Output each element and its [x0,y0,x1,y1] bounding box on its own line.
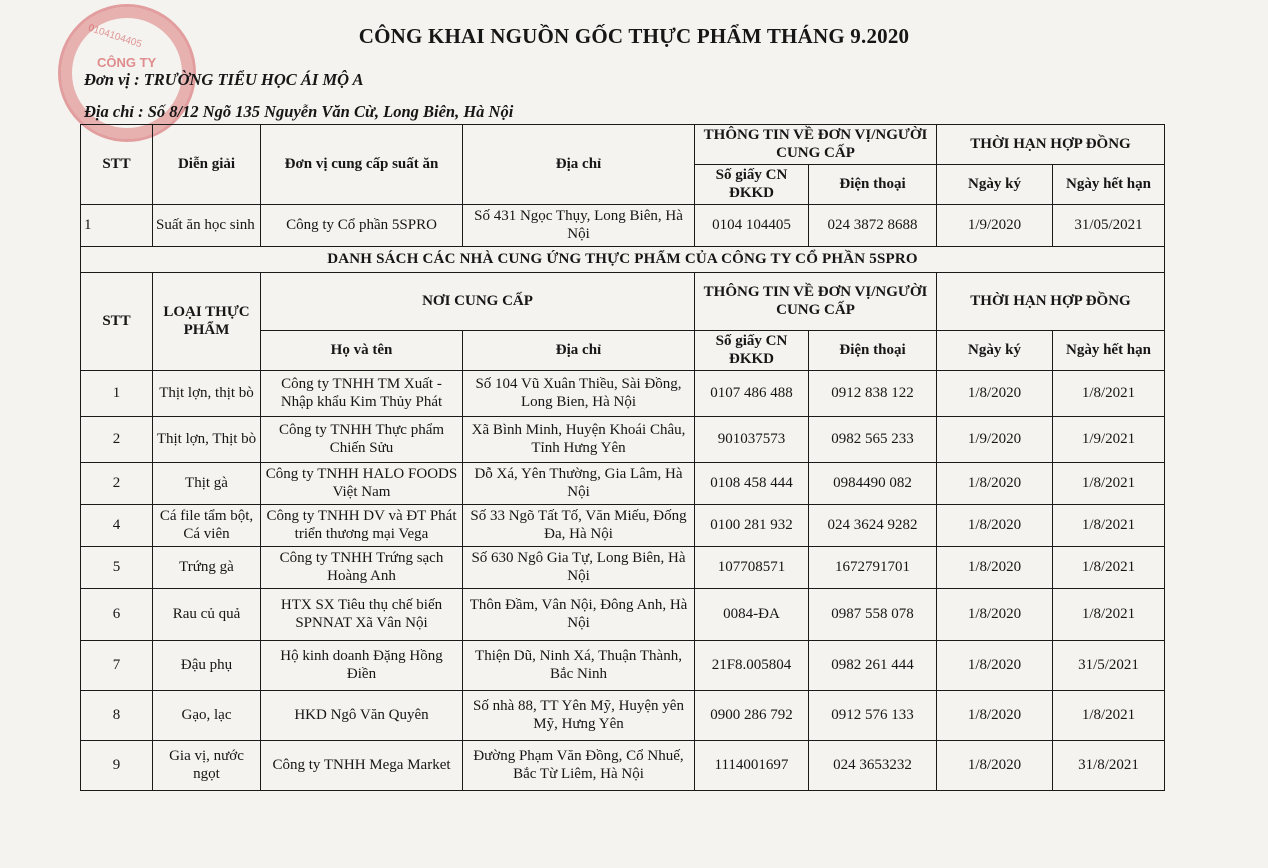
supplier-phone: 0987 558 078 [809,589,937,641]
supplier-name: Công ty TNHH DV và ĐT Phát triển thương mại Vega [261,505,463,547]
unit-line: Đơn vị : TRƯỜNG TIỂU HỌC ÁI MỘ A [84,70,364,89]
supplier-address: Dỗ Xá, Yên Thường, Gia Lâm, Hà Nội [463,463,695,505]
supplier-phone: 0984490 082 [809,463,937,505]
supplier-address: Thiện Dũ, Ninh Xá, Thuận Thành, Bắc Ninh [463,641,695,691]
header2-address: Địa chỉ [463,331,695,371]
supplier-license: 0084-ĐA [695,589,809,641]
supplier-sign-date: 1/8/2020 [937,505,1053,547]
supplier-stt: 6 [81,589,153,641]
header-phone: Điện thoại [809,165,937,205]
header2-sign-date: Ngày ký [937,331,1053,371]
supplier-phone: 0982 261 444 [809,641,937,691]
supplier-stt: 1 [81,371,153,417]
meal-address: Số 431 Ngọc Thụy, Long Biên, Hà Nội [463,205,695,247]
table-row [81,463,1165,505]
supplier-sign-date: 1/8/2020 [937,547,1053,589]
supplier-stt: 8 [81,691,153,741]
header-contract-group: THỜI HẠN HỢP ĐỒNG [937,125,1165,165]
supplier-address: Đường Phạm Văn Đồng, Cổ Nhuế, Bắc Từ Liêm, Hà Nội [463,741,695,791]
header-dien-giai: Diễn giải [153,125,261,205]
supplier-end-date: 1/8/2021 [1053,505,1165,547]
header2-source: NƠI CUNG CẤP [261,273,695,331]
supplier-name: Công ty TNHH Trứng sạch Hoàng Anh [261,547,463,589]
header-supplier: Đơn vị cung cấp suất ăn [261,125,463,205]
supplier-phone: 0982 565 233 [809,417,937,463]
supplier-sign-date: 1/8/2020 [937,463,1053,505]
supplier-stt: 5 [81,547,153,589]
supplier-name: HKD Ngô Văn Quyên [261,691,463,741]
supplier-sign-date: 1/8/2020 [937,641,1053,691]
supplier-license: 107708571 [695,547,809,589]
header2-contract-group: THỜI HẠN HỢP ĐỒNG [937,273,1165,331]
meal-sign-date: 1/9/2020 [937,205,1053,247]
supplier-end-date: 31/5/2021 [1053,641,1165,691]
supplier-name: Hộ kinh doanh Đặng Hồng Điền [261,641,463,691]
supplier-license: 0900 286 792 [695,691,809,741]
header2-name: Họ và tên [261,331,463,371]
table-row [81,691,1165,741]
supplier-address: Số 104 Vũ Xuân Thiều, Sài Đồng, Long Bien, Hà Nội [463,371,695,417]
address-line: Địa chỉ : Số 8/12 Ngõ 135 Nguyễn Văn Cừ, Long Biên, Hà Nội [84,102,514,121]
table-row [81,371,1165,417]
supplier-stt: 4 [81,505,153,547]
supplier-sign-date: 1/8/2020 [937,589,1053,641]
supplier-food: Thịt gà [153,463,261,505]
meal-desc: Suất ăn học sinh [153,205,261,247]
supplier-name: HTX SX Tiêu thụ chế biến SPNNAT Xã Vân Nội [261,589,463,641]
supplier-end-date: 1/8/2021 [1053,463,1165,505]
supplier-license: 0108 458 444 [695,463,809,505]
supplier-end-date: 31/8/2021 [1053,741,1165,791]
supplier-food: Thịt lợn, Thịt bò [153,417,261,463]
supplier-end-date: 1/8/2021 [1053,547,1165,589]
table-row [81,505,1165,547]
supplier-end-date: 1/8/2021 [1053,691,1165,741]
supplier-license: 0100 281 932 [695,505,809,547]
supplier-stt: 7 [81,641,153,691]
supplier-name: Công ty TNHH TM Xuất - Nhập khẩu Kim Thủy Phát [261,371,463,417]
stamp-number: 0104104405 [86,22,143,51]
supplier-license: 1114001697 [695,741,809,791]
header2-info-group: THÔNG TIN VỀ ĐƠN VỊ/NGƯỜI CUNG CẤP [695,273,937,331]
supplier-food: Cá file tẩm bột, Cá viên [153,505,261,547]
supplier-sign-date: 1/8/2020 [937,691,1053,741]
section-title: DANH SÁCH CÁC NHÀ CUNG ỨNG THỰC PHẨM CỦA CÔNG TY CỔ PHẦN 5SPRO [81,247,1165,273]
header-license: Số giấy CN ĐKKD [695,165,809,205]
supplier-sign-date: 1/8/2020 [937,371,1053,417]
header-info-group: THÔNG TIN VỀ ĐƠN VỊ/NGƯỜI CUNG CẤP [695,125,937,165]
supplier-phone: 0912 576 133 [809,691,937,741]
supplier-name: Công ty TNHH HALO FOODS Việt Nam [261,463,463,505]
supplier-license: 901037573 [695,417,809,463]
food-source-table [80,124,1165,791]
header2-end-date: Ngày hết hạn [1053,331,1165,371]
meal-supplier: Công ty Cổ phần 5SPRO [261,205,463,247]
header2-stt: STT [81,273,153,371]
supplier-name: Công ty TNHH Thực phẩm Chiến Sửu [261,417,463,463]
supplier-stt: 9 [81,741,153,791]
supplier-address: Số 33 Ngõ Tất Tố, Văn Miếu, Đống Đa, Hà Nội [463,505,695,547]
supplier-end-date: 1/8/2021 [1053,589,1165,641]
supplier-food: Trứng gà [153,547,261,589]
supplier-phone: 024 3653232 [809,741,937,791]
supplier-name: Công ty TNHH Mega Market [261,741,463,791]
supplier-end-date: 1/9/2021 [1053,417,1165,463]
meal-end-date: 31/05/2021 [1053,205,1165,247]
supplier-end-date: 1/8/2021 [1053,371,1165,417]
supplier-address: Thôn Đầm, Vân Nội, Đông Anh, Hà Nội [463,589,695,641]
supplier-stt: 2 [81,463,153,505]
supplier-sign-date: 1/9/2020 [937,417,1053,463]
meal-stt: 1 [81,205,153,247]
header-sign-date: Ngày ký [937,165,1053,205]
header-stt: STT [81,125,153,205]
header2-license: Số giấy CN ĐKKD [695,331,809,371]
supplier-address: Số nhà 88, TT Yên Mỹ, Huyện yên Mỹ, Hưng Yên [463,691,695,741]
meal-phone: 024 3872 8688 [809,205,937,247]
supplier-license: 0107 486 488 [695,371,809,417]
supplier-license: 21F8.005804 [695,641,809,691]
header2-food-type: LOẠI THỰC PHẨM [153,273,261,371]
supplier-stt: 2 [81,417,153,463]
supplier-food: Gạo, lạc [153,691,261,741]
supplier-phone: 0912 838 122 [809,371,937,417]
supplier-address: Số 630 Ngô Gia Tự, Long Biên, Hà Nội [463,547,695,589]
supplier-food: Gia vị, nước ngọt [153,741,261,791]
header2-phone: Điện thoại [809,331,937,371]
meal-license: 0104 104405 [695,205,809,247]
meal-row [81,205,1165,247]
table-row [81,741,1165,791]
stamp-company: CÔNG TY [97,55,157,70]
table-row [81,589,1165,641]
supplier-food: Rau củ quả [153,589,261,641]
supplier-address: Xã Bình Minh, Huyện Khoái Châu, Tỉnh Hưng Yên [463,417,695,463]
header-end-date: Ngày hết hạn [1053,165,1165,205]
page-title: CÔNG KHAI NGUỒN GỐC THỰC PHẨM THÁNG 9.2020 [358,24,910,48]
header-address: Địa chỉ [463,125,695,205]
supplier-phone: 024 3624 9282 [809,505,937,547]
supplier-phone: 1672791701 [809,547,937,589]
table-row [81,417,1165,463]
table-row [81,641,1165,691]
supplier-food: Thịt lợn, thịt bò [153,371,261,417]
table-row [81,547,1165,589]
supplier-sign-date: 1/8/2020 [937,741,1053,791]
supplier-food: Đậu phụ [153,641,261,691]
